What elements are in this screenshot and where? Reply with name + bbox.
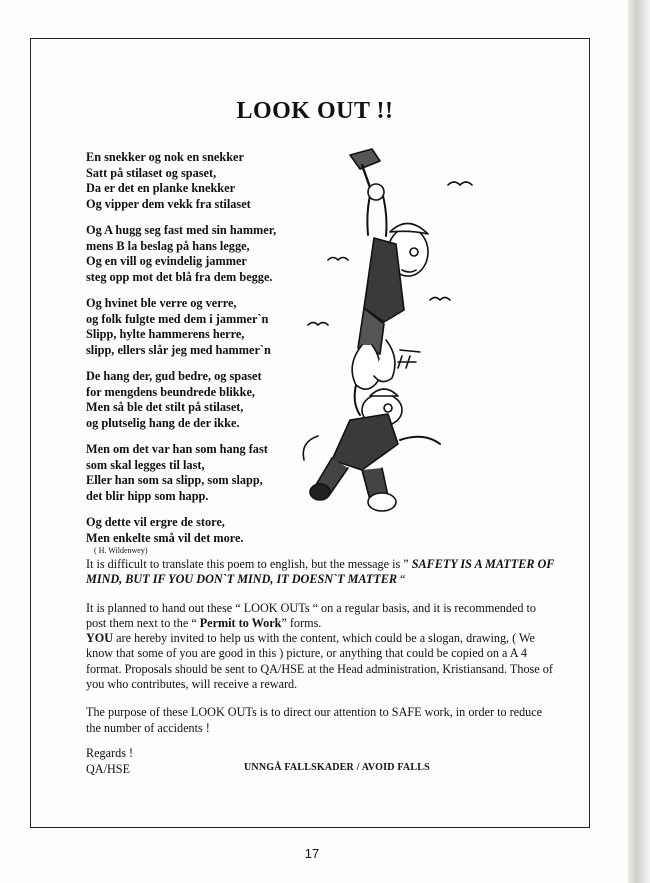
poem-line: Og en vill og evindelig jammer <box>86 254 247 268</box>
you-emphasis: YOU <box>86 631 114 646</box>
poem-line: En snekker og nok en snekker <box>86 150 244 164</box>
poem-line: mens B la beslag på hans legge, <box>86 238 250 253</box>
poem-line: Og vipper dem vekk fra stilaset <box>86 196 251 211</box>
poem-line: det blir hipp som happ. <box>86 488 209 503</box>
message-paragraph <box>86 557 556 588</box>
page-number: 17 <box>304 846 320 861</box>
poem-line: slipp, ellers slår jeg med hammer`n <box>86 342 271 357</box>
permit-to-work-label: Permit to Work <box>199 615 282 630</box>
falling-carpenters-illustration <box>290 140 520 540</box>
poem-line: og plutselig hang de der ikke. <box>86 415 240 430</box>
poem-line: Eller han som sa slipp, som slapp, <box>86 473 263 487</box>
poem-attribution: ( H. Wildenwey) <box>94 546 148 555</box>
poem-line: Slipp, hylte hammerens herre, <box>86 327 245 341</box>
message-intro: It is difficult to translate this poem to english, but the message is ” <box>86 557 412 571</box>
poem-line: De hang der, gud bedre, og spaset <box>86 369 262 383</box>
plan-text-end: ” forms. <box>281 615 322 630</box>
department-name: QA/HSE <box>86 762 131 776</box>
scan-edge-shadow <box>628 0 650 883</box>
page-title: LOOK OUT !! <box>236 98 394 124</box>
invitation-text: are hereby invited to help us with the content, which could be a slogan, drawing, ( We know that some of you are good in this ) picture, or anything that could be copied on a A 4 format. Proposals should be sent to QA/HSE at the Head administration, Kristiansand. Those of you who contributes, will receive a reward. <box>86 631 553 692</box>
purpose-paragraph: The purpose of these LOOK OUTs is to direct our attention to SAFE work, in order to reduce the number of accidents ! <box>86 705 543 735</box>
safety-slogan: SAFETY IS A MATTER OF MIND, BUT IF YOU DON`T MIND, IT DOESN`T MATTER <box>86 557 555 587</box>
message-quote-close: “ <box>397 572 406 587</box>
avoid-falls-slogan: UNNGÅ FALLSKADER / AVOID FALLS <box>244 762 430 773</box>
signoff <box>86 745 133 777</box>
poem-line: Og A hugg seg fast med sin hammer, <box>86 223 277 237</box>
plan-paragraph <box>86 601 556 693</box>
poem-line: for mengdens beundrede blikke, <box>86 384 255 399</box>
poem-line: Og dette vil ergre de store, <box>86 515 225 529</box>
poem-line: Men enkelte små vil det more. <box>86 530 244 545</box>
poem-line: Og hvinet ble verre og verre, <box>86 296 237 310</box>
poem-line: steg opp mot det blå fra dem begge. <box>86 269 273 284</box>
poem-line: Satt på stilaset og spaset, <box>86 165 217 180</box>
regards-text: Regards ! <box>86 746 134 760</box>
poem-line: som skal legges til last, <box>86 457 205 472</box>
poem-line: og folk fulgte med dem i jammer`n <box>86 311 269 326</box>
poem-line: Men om det var han som hang fast <box>86 442 268 456</box>
poem-line: Men så ble det stilt på stilaset, <box>86 400 244 414</box>
plan-text: It is planned to hand out these “ LOOK OUTs “ on a regular basis, and it is recommended to post them next to the “ <box>86 600 536 630</box>
poem-line: Da er det en planke knekker <box>86 181 236 195</box>
body-text <box>86 557 556 749</box>
